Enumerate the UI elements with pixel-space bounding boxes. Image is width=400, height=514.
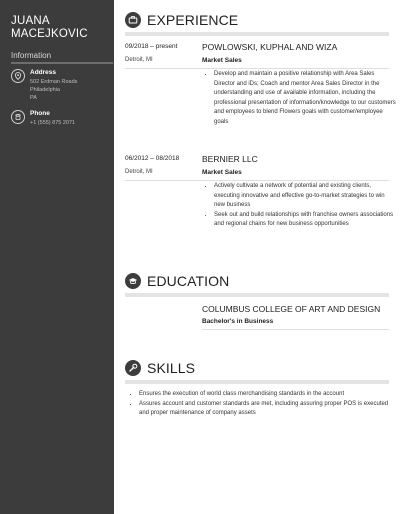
address-line-street: 502 Erdman Roads [30,79,78,85]
information-heading: Information [11,51,52,60]
experience-divider [125,32,389,36]
education-school: COLUMBUS COLLEGE OF ART AND DESIGN [202,304,381,314]
education-degree: Bachelor's in Business [202,318,274,325]
briefcase-icon [125,12,141,28]
phone-label: Phone [30,110,50,117]
skills-bullets [130,390,397,419]
skills-heading: SKILLS [147,360,196,376]
list-item: • Seek out and build relationships with franchise owners associations and regional chains for new business opportunities [214,211,396,230]
job-2-company: BERNIER LLC [202,154,258,164]
information-divider [11,62,113,64]
candidate-name: JUANA MACEJKOVIC [11,15,88,40]
job-1-divider [125,68,389,69]
education-heading: EDUCATION [147,273,230,289]
job-1-company: POWLOWSKI, KUPHAL AND WIZA [202,42,338,52]
education-divider [125,293,389,297]
list-item: • Develop and maintain a positive relationship with Area Sales Director and iDs; Coach and mentor Area Sales Director in the understanding and use of available information, including the professional presentation of information/knowledge to our customers and employees to blend Flowers goals with customer/employee goals [214,70,396,127]
job-2-role: Market Sales [202,169,242,176]
list-item: • Assures account and customer standards are met, including assuring proper POS is executed and proper maintenance of company assets [139,400,397,419]
sidebar [0,0,114,514]
job-1-bullets [205,70,396,127]
list-item: • Actively cultivate a network of potential and existing clients, executing innovative and effective go-to-market strategies to win new business [214,182,396,211]
address-line-state: PA [30,95,37,101]
job-2-dates: 06/2012 – 08/2018 [125,155,180,162]
job-1-role: Market Sales [202,57,242,64]
graduation-cap-icon [125,273,141,289]
address-line-city: Philadelphia [30,87,60,93]
job-1-dates: 09/2018 – present [125,43,178,50]
phone-icon [11,110,25,124]
skills-divider [125,380,389,384]
phone-number: +1 (555) 875 2071 [30,120,76,126]
location-pin-icon [11,69,25,83]
skills-icon [125,360,141,376]
education-rule [202,329,389,330]
job-2-location: Detroit, MI [125,169,153,175]
job-2-bullets [205,182,396,230]
job-1-location: Detroit, MI [125,57,153,63]
address-label: Address [30,69,57,76]
list-item: • Ensures the execution of world class merchandising standards in the account [139,390,397,400]
experience-heading: EXPERIENCE [147,12,239,28]
job-2-divider [125,180,389,181]
